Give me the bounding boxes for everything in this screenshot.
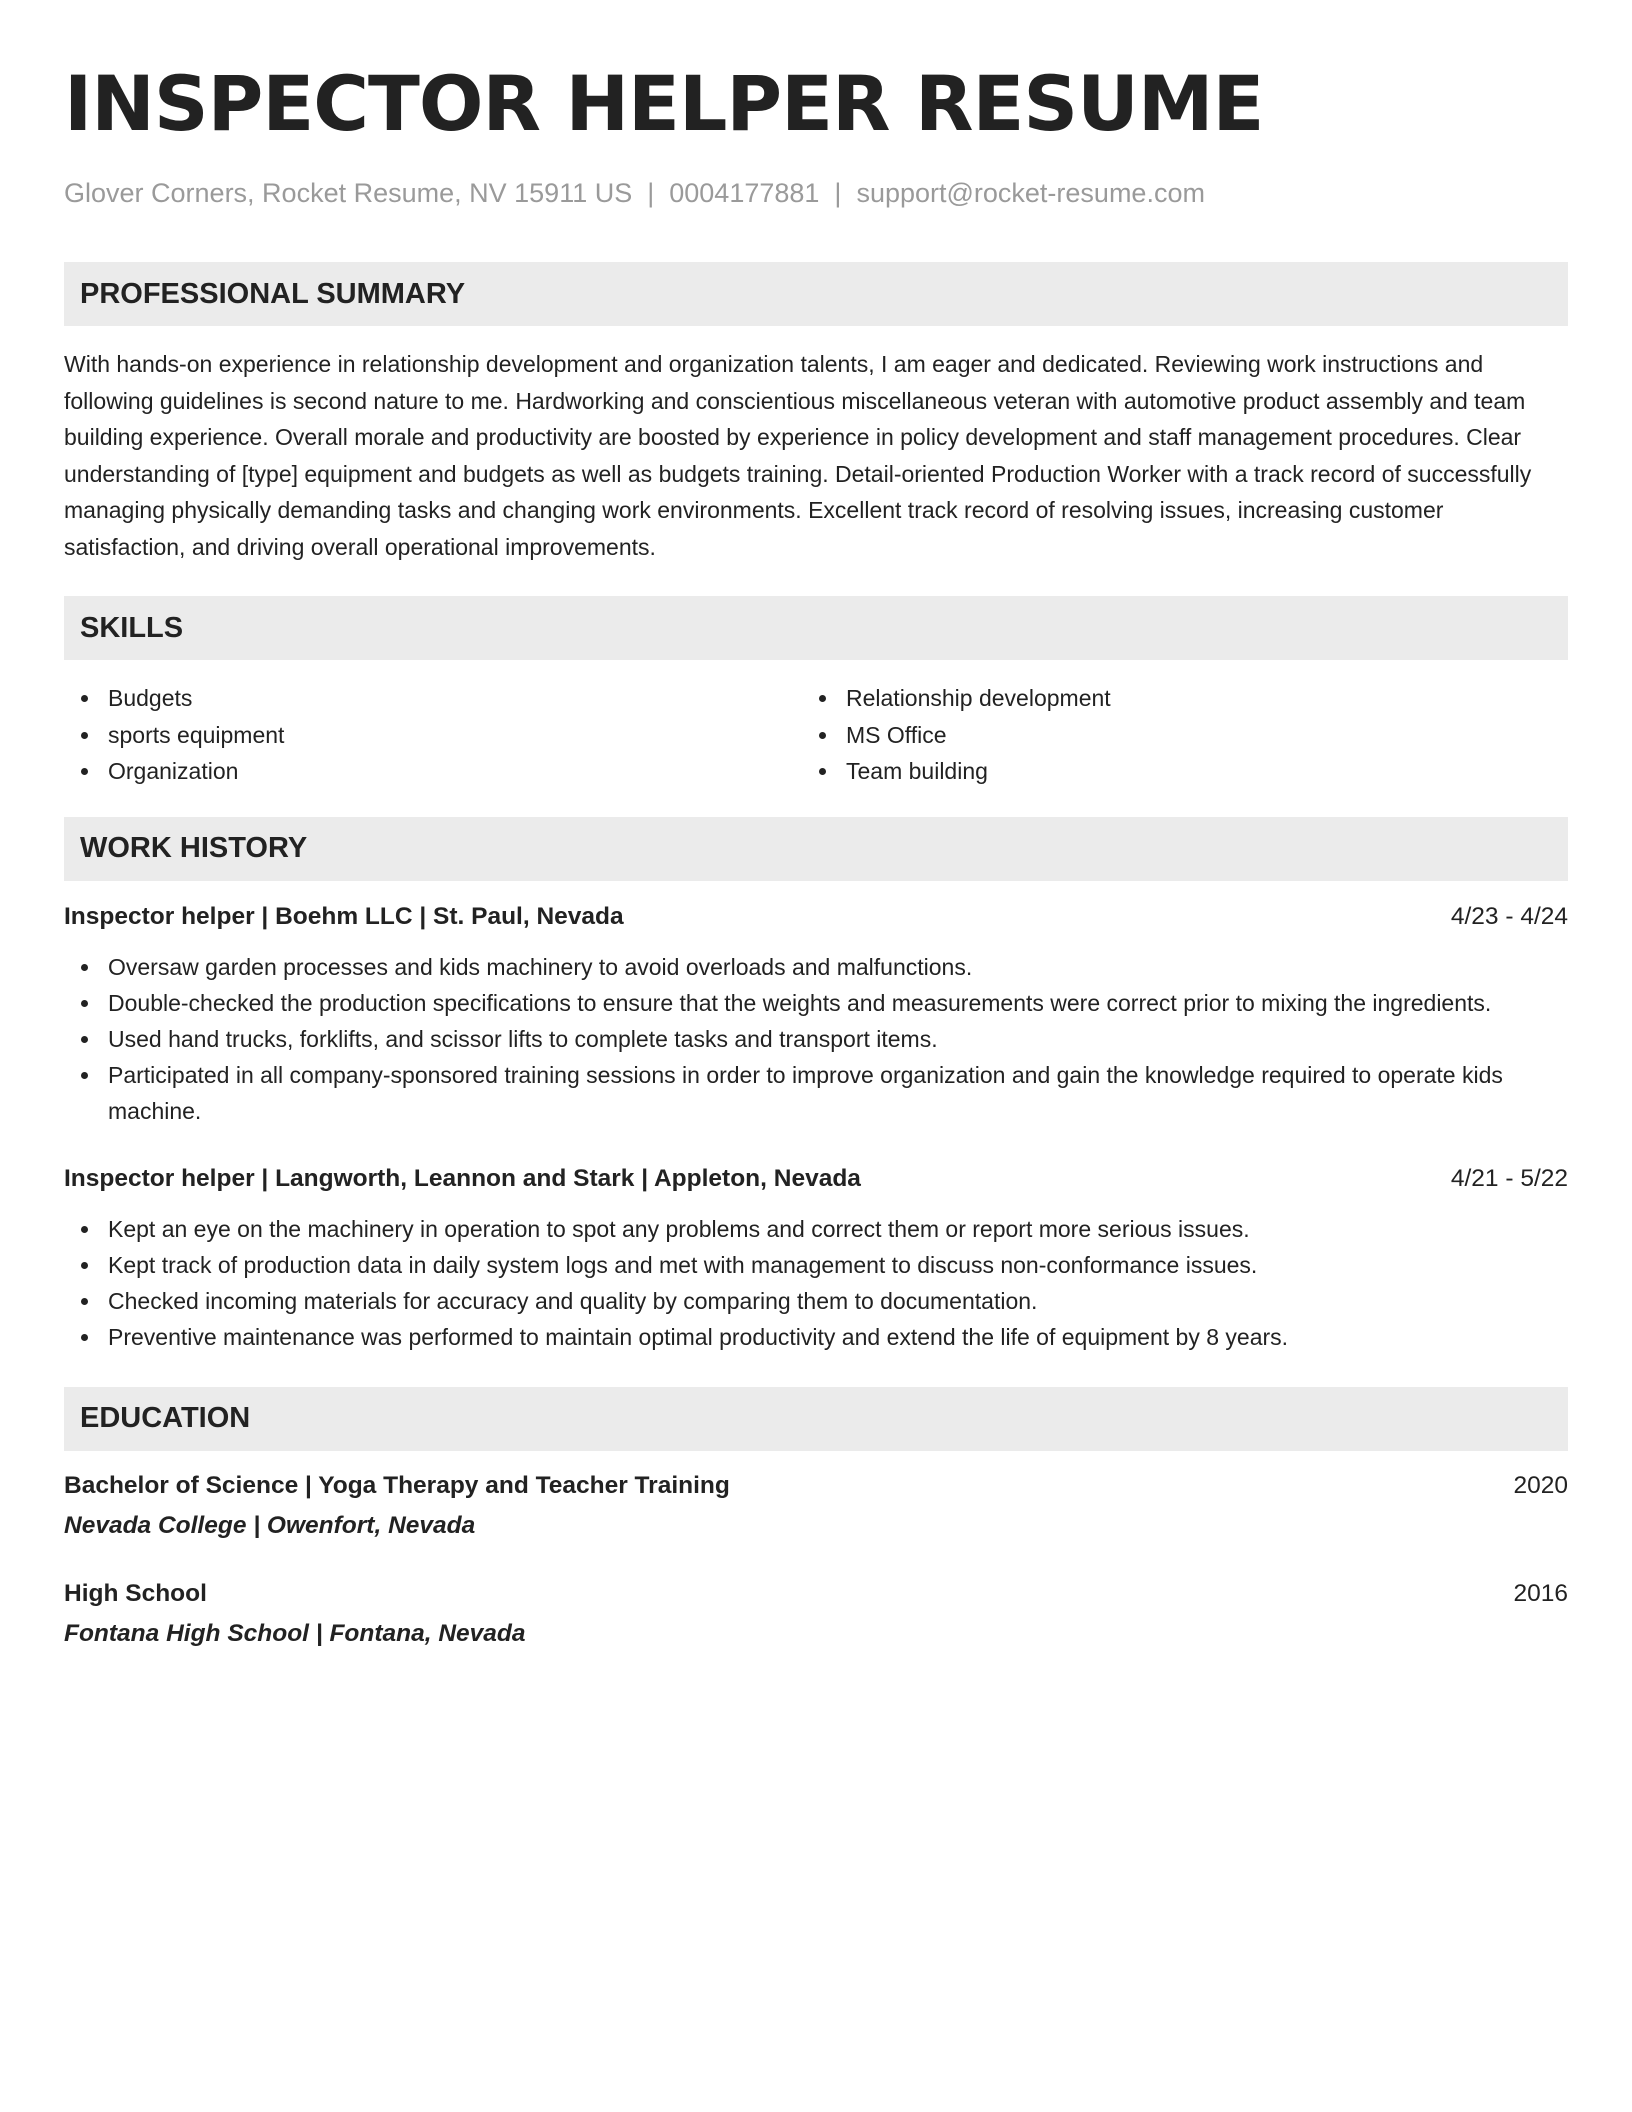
- contact-address: Glover Corners, Rocket Resume, NV 15911 US: [64, 178, 633, 208]
- contact-separator: |: [834, 178, 842, 208]
- education-year: 2016: [1513, 1579, 1568, 1607]
- job-bullet: Kept track of production data in daily system logs and met with management to discuss non-conformance issues.: [64, 1247, 1568, 1283]
- job-bullets: [64, 1211, 1568, 1355]
- skill-item: Budgets: [64, 680, 802, 717]
- job-header: [64, 1161, 1568, 1197]
- contact-email[interactable]: support@rocket-resume.com: [856, 178, 1205, 208]
- education-school: Fontana High School | Fontana, Nevada: [64, 1619, 526, 1647]
- education-entry: [64, 1468, 1568, 1544]
- education-degree: Bachelor of Science | Yoga Therapy and Teacher Training: [64, 1471, 730, 1499]
- education-year: 2020: [1513, 1471, 1568, 1499]
- summary-text: With hands-on experience in relationship development and organization talents, I am eager and dedicated. Reviewing work instructions and following guidelines is second nature to me. Hardworking and conscientious miscellaneous veteran with automotive product assembly and team building experience. Overall morale and productivity are boosted by experience in policy development and staff management procedures. Clear understanding of [type] equipment and budgets as well as budgets training. Detail-oriented Production Worker with a track record of successfully managing physically demanding tasks and changing work environments. Excellent track record of resolving issues, increasing customer satisfaction, and driving overall operational improvements.: [64, 351, 1532, 560]
- contact-line: [64, 174, 1568, 212]
- skill-item: Team building: [802, 753, 1540, 790]
- education-entry: [64, 1576, 1568, 1652]
- education-degree: High School: [64, 1579, 207, 1607]
- skills-heading: SKILLS: [64, 596, 1568, 660]
- job-bullet: Oversaw garden processes and kids machinery to avoid overloads and malfunctions.: [64, 949, 1568, 985]
- education-heading: EDUCATION: [64, 1387, 1568, 1451]
- skills-column-left: [64, 680, 802, 790]
- skill-item: Organization: [64, 753, 802, 790]
- job-dates: 4/23 - 4/24: [1450, 902, 1568, 930]
- skill-item: Relationship development: [802, 680, 1540, 717]
- education-school: Nevada College | Owenfort, Nevada: [64, 1511, 476, 1539]
- education-header: [64, 1468, 1568, 1504]
- skills-column-right: [802, 680, 1540, 790]
- job-bullet: Preventive maintenance was performed to maintain optimal productivity and extend the life of equipment by 8 years.: [64, 1319, 1568, 1355]
- job-title: Inspector helper | Boehm LLC | St. Paul, Nevada: [64, 902, 624, 930]
- contact-phone: 0004177881: [669, 178, 820, 208]
- job-bullet: Double-checked the production specifications to ensure that the weights and measurements were correct prior to mixing the ingredients.: [64, 985, 1568, 1021]
- job-bullet: Kept an eye on the machinery in operation to spot any problems and correct them or report more serious issues.: [64, 1211, 1568, 1247]
- job-bullet: Checked incoming materials for accuracy and quality by comparing them to documentation.: [64, 1283, 1568, 1319]
- job-title: Inspector helper | Langworth, Leannon and Stark | Appleton, Nevada: [64, 1164, 861, 1192]
- job-entry: [64, 899, 1568, 1129]
- job-header: [64, 899, 1568, 935]
- skill-item: MS Office: [802, 717, 1540, 754]
- work-history-heading: WORK HISTORY: [64, 817, 1568, 881]
- job-bullet: Participated in all company-sponsored training sessions in order to improve organization and gain the knowledge required to operate kids machine.: [64, 1057, 1568, 1129]
- education-header: [64, 1576, 1568, 1612]
- summary-heading: PROFESSIONAL SUMMARY: [64, 262, 1568, 326]
- skill-item: sports equipment: [64, 717, 802, 754]
- job-entry: [64, 1161, 1568, 1355]
- job-bullets: [64, 949, 1568, 1129]
- resume-title: INSPECTOR HELPER RESUME: [64, 59, 1264, 148]
- contact-separator: |: [647, 178, 655, 208]
- job-bullet: Used hand trucks, forklifts, and scissor lifts to complete tasks and transport items.: [64, 1021, 1568, 1057]
- skills-list: [64, 680, 1568, 790]
- job-dates: 4/21 - 5/22: [1450, 1164, 1568, 1192]
